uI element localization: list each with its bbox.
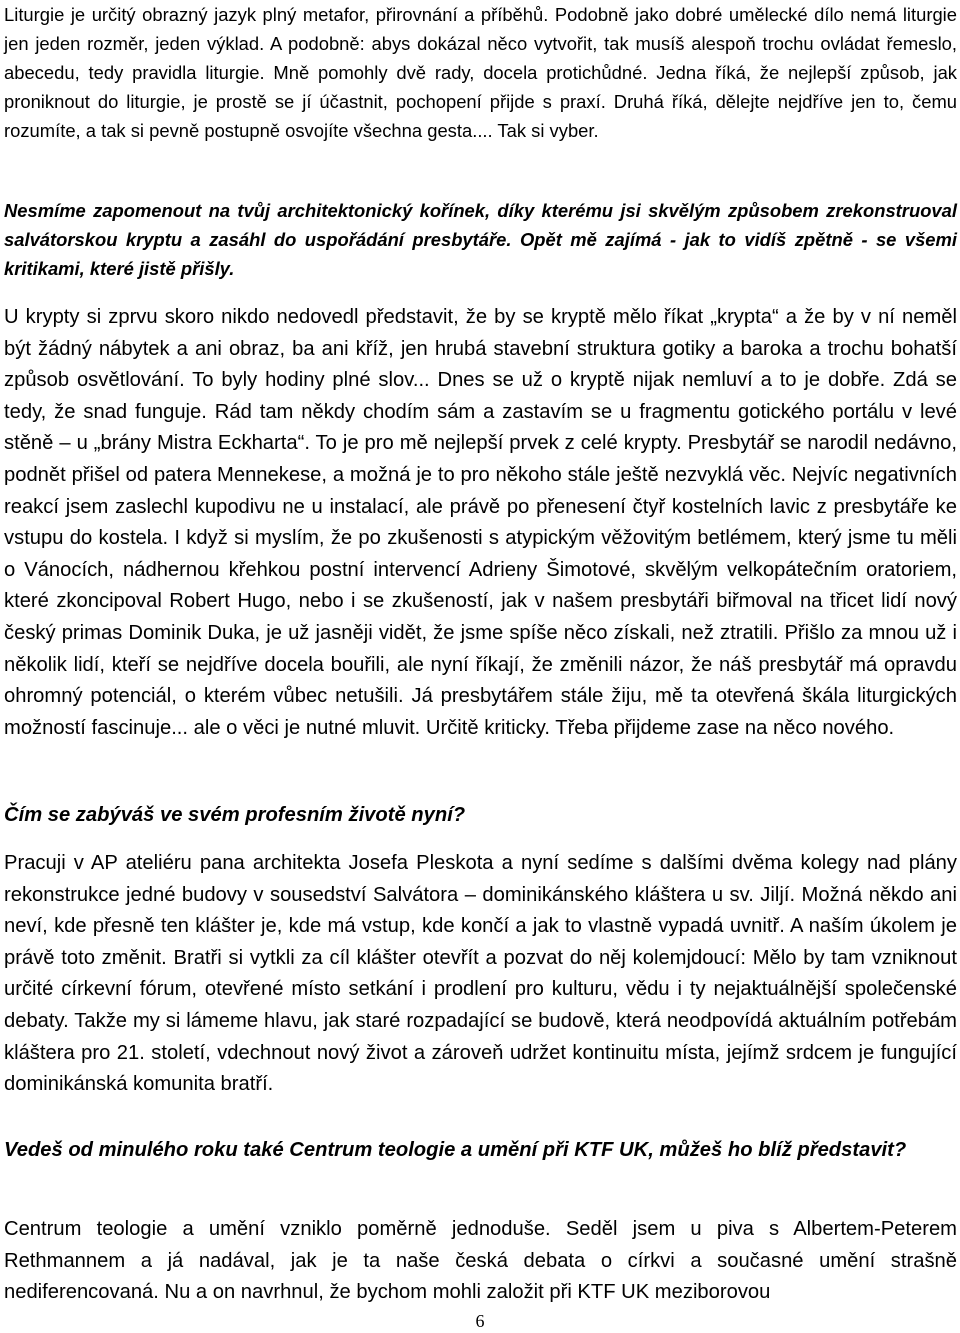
paragraph-liturgy-language: Liturgie je určitý obrazný jazyk plný metafor, přirovnání a příběhů. Podobně jako dobré umělecké dílo nemá liturgie jen jeden rozměr, jeden výklad. A podobně: abys dokázal něco vytvořit, tak musíš alespoň trochu ovládat řemeslo, abecedu, tedy pravidla liturgie. Mně pomohly dvě rady, docela protichůdné. Jedna říká, že nejlepší způsob, jak proniknout do liturgie, je prostě se jí účastnit, pochopení přijde s praxí. Druhá říká, dělejte nejdříve jen to, čemu rozumíte, a tak si pevně postupně osvojíte všechna gesta.... Tak si vyber. xyxy=(4,4,957,141)
paragraph-ap-atelier: Pracuji v AP ateliéru pana architekta Josefa Pleskota a nyní sedíme s dalšími dvěma kolegy nad plány rekonstrukce jedné budovy v sousedství Salvátora – dominikánského kláštera u sv. Jiljí. Možná někdo ani neví, kde přesně ten klášter je, kde má vstup, kde končí a jak to vlastně vypadá uvnitř. A naším úkolem je právě toto změnit. Bratři si vytkli za cíl klášter otevřít a pozvat do něj kolemjdoucí: Mělo by tam vzniknout určité církevní fórum, otevřené místo setkání i prodlení pro kulturu, vědu i ty nejaktuálnější společenské debaty. Takže my si lámeme hlavu, jak staré rozpadající se budově, která neodpovídá aktuálním potřebám kláštera pro 21. století, vdechnout nový život a zároveň udržet kontinuitu místa, jejímž srdcem je fungující dominikánská komunita bratří. xyxy=(4,852,957,1096)
question-architecture-crypt: Nesmíme zapomenout na tvůj architektonický kořínek, díky kterému jsi skvělým způsobem zrekonstruoval salvátorskou kryptu a zasáhl do uspořádání presbytáře. Opět mě zajímá - jak to vidíš zpětně - se všemi kritikami, které jistě přišly. xyxy=(4,200,957,279)
page-number: 6 xyxy=(475,1311,485,1331)
paragraph-crypt-presbytery: U krypty si zprvu skoro nikdo nedovedl představit, že by se kryptě mělo říkat „krypta“ a že by v ní neměl být žádný nábytek a ani obraz, ba ani kříž, jen hrubá stavební struktura gotiky a baroka a trochu bohatší způsob osvětlování. To byly hodiny plné slov... Dnes se už o kryptě nijak nemluví a to je dobře. Zdá se tedy, že snad funguje. Rád tam někdy chodím sám a zastavím se u fragmentu gotického portálu v levé stěně – u „brány Mistra Eckharta“. To je pro mě nejlepší prvek z celé krypty. Presbytář se narodil nedávno, podnět přišel od patera Mennekese, a možná je to pro někoho stále ještě nezvyklá věc. Nejvíc negativních reakcí jsem zaslechl kupodivu ne u instalací, ale právě po přenesení čtyř kostelních lavic z presbytáře ke vstupu do kostela. I když si myslím, že po zkušenosti s atypickým věžovitým betlémem, který jsme tu měli o Vánocích, nádhernou křehkou postní intervencí Adrieny Šimotové, skvělým velkopátečním oratoriem, které zkoncipoval Robert Hugo, nebo i se zkušeností, jak v našem presbytáři biřmoval na třicet lidí nový český primas Dominik Duka, je už jasněji vidět, že jsme spíše něco získali, než ztratili. Přišlo za mnou už i několik lidí, kteří se nejdříve docela bouřili, ale nyní říkají, že změnili názor, že náš presbytář má opravdu ohromný potenciál, o kterém vůbec netušili. Já presbytářem stále žiju, mě ta otevřená škála liturgických možností fascinuje... ale o věci je nutné mluvit. Určitě kriticky. Třeba přijdeme zase na něco nového. xyxy=(4,306,957,739)
paragraph-centre-origin: Centrum teologie a umění vzniklo poměrně jednoduše. Seděl jsem u piva s Albertem-Peterem Rethmannem a já nadával, jak je ta naše česká debata o církvi a současné umění strašně nediferencovaná. Nu a on navrhnul, že bychom mohli založit při KTF UK meziborovou xyxy=(4,1218,957,1304)
question-centre-theology-art: Vedeš od minulého roku také Centrum teologie a umění při KTF UK, můžeš ho blíž představit? xyxy=(4,1139,907,1161)
question-professional-life: Čím se zabýváš ve svém profesním životě nyní? xyxy=(4,804,466,826)
